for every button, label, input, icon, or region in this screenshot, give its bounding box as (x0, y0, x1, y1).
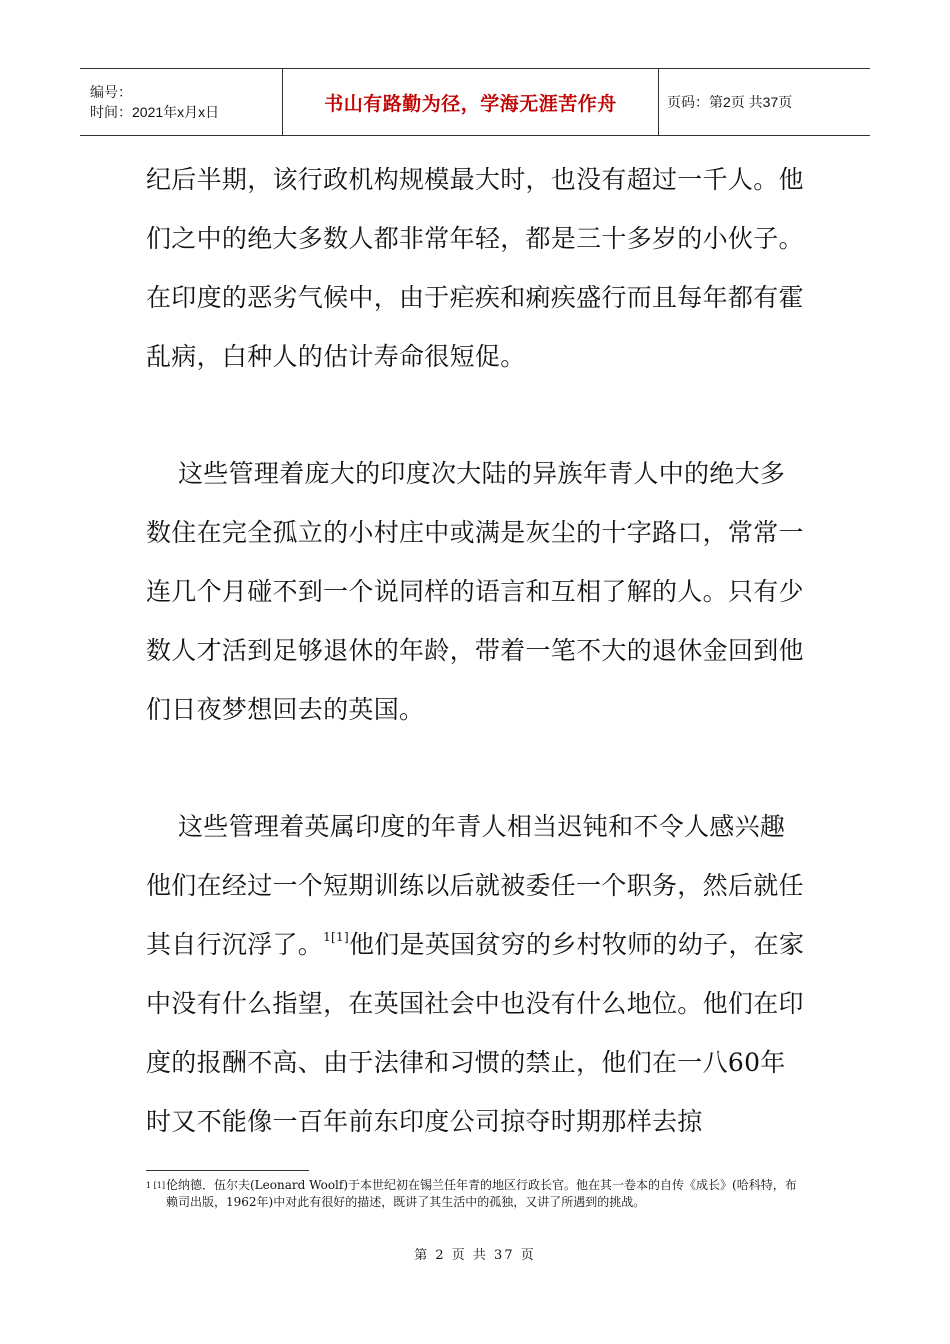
document-header (80, 68, 870, 136)
footnote-reference[interactable]: 1[1] (323, 930, 349, 944)
paragraph-3 (146, 797, 808, 1151)
header-page-cell (659, 69, 870, 135)
header-motto-cell (283, 69, 659, 135)
page-footer: 第 2 页 共 37 页 (414, 1248, 536, 1263)
page-info: 页码：第2页 共37页 (667, 94, 793, 110)
paragraph-3-before-note: 这些管理着英属印度的年青人相当迟钝和不令人感兴趣他们在经过一个短期训练以后就被委任一个职务，然后就任其自行沉浮了。 (146, 812, 804, 959)
motto: 书山有路勤为径，学海无涯苦作舟 (324, 92, 617, 115)
paragraph-1: 纪后半期，该行政机构规模最大时，也没有超过一千人。他们之中的绝大多数人都非常年轻，都是三十多岁的小伙子。在印度的恶劣气候中，由于疟疾和痢疾盛行而且每年都有霍乱病，白种人的估计寿命很短促。 (146, 165, 804, 371)
serial-label: 编号： (90, 84, 132, 100)
footnote-text: 伦纳德．伍尔夫(Leonard Woolf)于本世纪初在锡兰任年青的地区行政长官。他在其一卷本的自传《成长》(哈科特，布赖司出版，1962年)中对此有很好的描述，既讲了其生活中的孤独，又讲了所遇到的挑战。 (166, 1178, 797, 1209)
footnote-separator (146, 1170, 309, 1171)
paragraph-2: 这些管理着庞大的印度次大陆的异族年青人中的绝大多数住在完全孤立的小村庄中或满是灰尘的十字路口，常常一连几个月碰不到一个说同样的语言和互相了解的人。只有少数人才活到足够退休的年龄，带着一笔不大的退休金回到他们日夜梦想回去的英国。 (146, 459, 804, 724)
header-meta-cell (80, 69, 283, 135)
footnote-marks: 1 [1] (146, 1181, 165, 1190)
date-label: 时间：2021年x月x日 (90, 104, 220, 120)
footnote (146, 1177, 806, 1211)
paragraph-3-after-note: 他们是英国贫穷的乡村牧师的幼子，在家中没有什么指望，在英国社会中也没有什么地位。他们在印度的报酬不高、由于法律和习惯的禁止，他们在一八60年时又不能像一百年前东印度公司掠夺时期那样去掠 (146, 930, 805, 1136)
document-body (146, 150, 808, 1151)
